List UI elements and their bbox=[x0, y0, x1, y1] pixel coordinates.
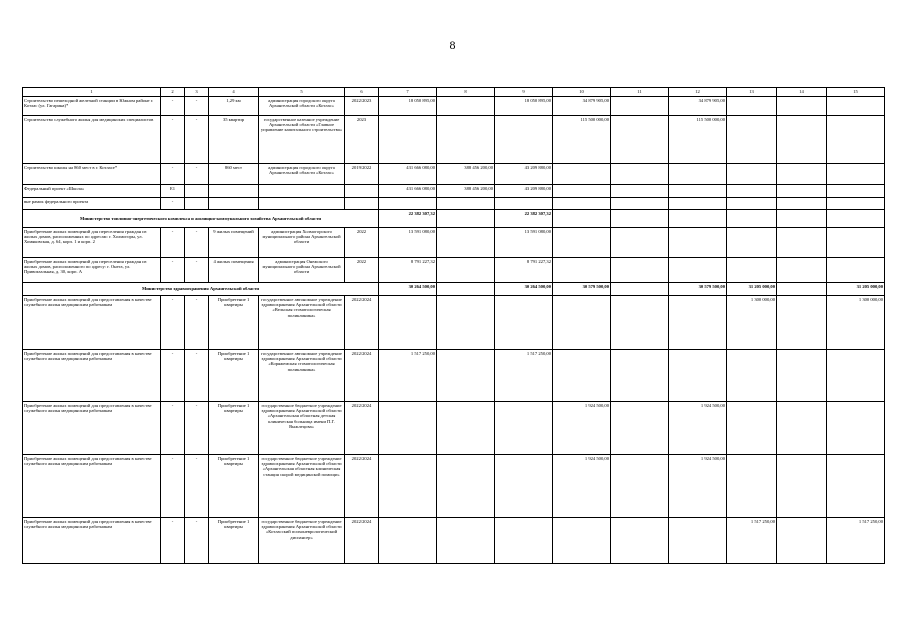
table-row bbox=[23, 518, 885, 564]
amount-cell bbox=[553, 350, 611, 402]
amount-cell bbox=[611, 116, 669, 164]
amount-cell: 1 924 500,00 bbox=[669, 402, 727, 455]
table-row bbox=[23, 228, 885, 258]
amount-cell: 8 791 227,32 bbox=[379, 258, 437, 283]
customer-cell: государственное автономное учреждение здравоохранения Архангельской области «Коряжемская стоматологическая поликлиника» bbox=[259, 350, 345, 402]
column-number: 5 bbox=[259, 88, 345, 97]
code-cell: - bbox=[161, 164, 185, 185]
amount-cell bbox=[437, 228, 495, 258]
amount-cell: 1 300 000,00 bbox=[727, 296, 777, 350]
table-row bbox=[23, 296, 885, 350]
column-number: 7 bbox=[379, 88, 437, 97]
code2-cell bbox=[185, 198, 209, 210]
code-cell: - bbox=[161, 518, 185, 564]
section-amount-cell: 30 579 500,00 bbox=[553, 283, 611, 296]
code2-cell: - bbox=[185, 455, 209, 518]
amount-cell bbox=[827, 258, 885, 283]
amount-cell bbox=[727, 455, 777, 518]
period-cell: 2022 bbox=[345, 228, 379, 258]
code-cell: - bbox=[161, 296, 185, 350]
amount-cell bbox=[777, 258, 827, 283]
amount-cell bbox=[495, 455, 553, 518]
capacity-cell bbox=[209, 185, 259, 198]
code-cell: - bbox=[161, 258, 185, 283]
amount-cell: 1 924 500,00 bbox=[553, 402, 611, 455]
amount-cell bbox=[553, 296, 611, 350]
amount-cell: 13 591 080,00 bbox=[495, 228, 553, 258]
period-cell: 2022/2024 bbox=[345, 296, 379, 350]
amount-cell bbox=[437, 97, 495, 116]
amount-cell bbox=[553, 198, 611, 210]
amount-cell bbox=[777, 164, 827, 185]
column-number: 1 bbox=[23, 88, 161, 97]
table-row bbox=[23, 350, 885, 402]
object-name-cell: Приобретение жилых помещений для предоставления в качестве служебного жилья медицинским работникам bbox=[23, 518, 161, 564]
amount-cell bbox=[827, 350, 885, 402]
customer-cell: администрация Холмогорского муниципального района Архангельской области bbox=[259, 228, 345, 258]
amount-cell bbox=[611, 258, 669, 283]
amount-cell bbox=[777, 402, 827, 455]
period-cell: 2022/2023 bbox=[345, 97, 379, 116]
amount-cell bbox=[553, 518, 611, 564]
column-number-row bbox=[23, 88, 885, 97]
page-number: 8 bbox=[449, 38, 456, 52]
amount-cell bbox=[437, 198, 495, 210]
amount-cell: 13 591 080,00 bbox=[379, 228, 437, 258]
code2-cell: - bbox=[185, 296, 209, 350]
column-number: 10 bbox=[553, 88, 611, 97]
customer-cell bbox=[259, 198, 345, 210]
amount-cell: 388 456 200,00 bbox=[437, 164, 495, 185]
amount-cell bbox=[437, 518, 495, 564]
amount-cell bbox=[727, 228, 777, 258]
capacity-cell: 1,29 км bbox=[209, 97, 259, 116]
code2-cell: - bbox=[185, 258, 209, 283]
amount-cell bbox=[611, 185, 669, 198]
amount-cell bbox=[727, 185, 777, 198]
amount-cell bbox=[379, 402, 437, 455]
amount-cell bbox=[827, 97, 885, 116]
amount-cell bbox=[437, 116, 495, 164]
capacity-cell: 860 мест bbox=[209, 164, 259, 185]
code-cell: - bbox=[161, 228, 185, 258]
table-row bbox=[23, 402, 885, 455]
table-row bbox=[23, 116, 885, 164]
amount-cell bbox=[437, 296, 495, 350]
period-cell: 2023 bbox=[345, 116, 379, 164]
amount-cell bbox=[379, 116, 437, 164]
object-name-cell: Строительство пешеходной железной станции в Южном районе г. Котлас (ул. Гагарина)* bbox=[23, 97, 161, 116]
amount-cell bbox=[379, 296, 437, 350]
section-amount-cell bbox=[437, 283, 495, 296]
amount-cell bbox=[553, 258, 611, 283]
column-number: 4 bbox=[209, 88, 259, 97]
amount-cell: 1 517 250,00 bbox=[379, 350, 437, 402]
capacity-cell bbox=[209, 198, 259, 210]
amount-cell bbox=[827, 164, 885, 185]
column-number: 9 bbox=[495, 88, 553, 97]
capacity-cell: Приобретение 1 квартиры bbox=[209, 402, 259, 455]
column-number: 13 bbox=[727, 88, 777, 97]
amount-cell bbox=[727, 198, 777, 210]
column-number: 3 bbox=[185, 88, 209, 97]
amount-cell bbox=[827, 185, 885, 198]
customer-cell: администрация городского округа Архангельской области «Котлас» bbox=[259, 97, 345, 116]
section-amount-cell: 30 264 500,00 bbox=[495, 283, 553, 296]
amount-cell bbox=[777, 350, 827, 402]
section-row bbox=[23, 283, 885, 296]
code-cell: - bbox=[161, 402, 185, 455]
customer-cell: администрация городского округа Архангельской области «Котлас» bbox=[259, 164, 345, 185]
amount-cell bbox=[611, 198, 669, 210]
amount-cell bbox=[777, 97, 827, 116]
object-name-cell: Строительство школы на 860 мест в г. Котласе* bbox=[23, 164, 161, 185]
amount-cell: 1 300 000,00 bbox=[827, 296, 885, 350]
amount-cell: 18 050 895,00 bbox=[379, 97, 437, 116]
capacity-cell: 35 квартир bbox=[209, 116, 259, 164]
section-amount-cell bbox=[727, 210, 777, 228]
section-amount-cell: 31 205 000,00 bbox=[727, 283, 777, 296]
amount-cell bbox=[727, 350, 777, 402]
amount-cell: 1 517 250,00 bbox=[495, 350, 553, 402]
amount-cell bbox=[669, 228, 727, 258]
code2-cell: - bbox=[185, 402, 209, 455]
amount-cell bbox=[827, 198, 885, 210]
section-amount-cell bbox=[777, 283, 827, 296]
amount-cell: 34 879 905,00 bbox=[553, 97, 611, 116]
amount-cell bbox=[553, 164, 611, 185]
code-cell: - bbox=[161, 350, 185, 402]
amount-cell bbox=[379, 198, 437, 210]
amount-cell bbox=[437, 402, 495, 455]
budget-table bbox=[22, 87, 885, 564]
capacity-cell: 9 жилых помещений bbox=[209, 228, 259, 258]
amount-cell bbox=[553, 228, 611, 258]
amount-cell bbox=[777, 518, 827, 564]
table-row bbox=[23, 185, 885, 198]
section-amount-cell bbox=[437, 210, 495, 228]
amount-cell bbox=[379, 518, 437, 564]
amount-cell bbox=[727, 402, 777, 455]
amount-cell bbox=[611, 455, 669, 518]
column-number: 6 bbox=[345, 88, 379, 97]
amount-cell bbox=[777, 228, 827, 258]
amount-cell bbox=[495, 402, 553, 455]
amount-cell bbox=[727, 258, 777, 283]
capacity-cell: Приобретение 1 квартиры bbox=[209, 455, 259, 518]
period-cell bbox=[345, 185, 379, 198]
code-cell: - bbox=[161, 116, 185, 164]
code2-cell: - bbox=[185, 116, 209, 164]
section-amount-cell bbox=[827, 210, 885, 228]
amount-cell bbox=[669, 296, 727, 350]
period-cell: 2019/2022 bbox=[345, 164, 379, 185]
amount-cell: 1 517 250,00 bbox=[727, 518, 777, 564]
amount-cell bbox=[495, 116, 553, 164]
table-row bbox=[23, 455, 885, 518]
amount-cell bbox=[777, 116, 827, 164]
amount-cell bbox=[611, 228, 669, 258]
object-name-cell: Приобретение жилых помещений для переселения граждан из жилых домов, расположенного по адресу: г. Онега, ул. Привокзальная, д. 30, корп. А bbox=[23, 258, 161, 283]
section-title: Министерство топливно-энергетического комплекса и жилищно-коммунального хозяйства Архангельской области bbox=[23, 210, 379, 228]
amount-cell bbox=[669, 518, 727, 564]
amount-cell bbox=[777, 198, 827, 210]
amount-cell bbox=[437, 258, 495, 283]
amount-cell bbox=[669, 185, 727, 198]
period-cell bbox=[345, 198, 379, 210]
section-amount-cell: 22 382 307,32 bbox=[495, 210, 553, 228]
section-amount-cell bbox=[553, 210, 611, 228]
customer-cell: государственное автономное учреждение здравоохранения Архангельской области «Вельская стоматологическая поликлиника» bbox=[259, 296, 345, 350]
object-name-cell: Приобретение жилых помещений для переселения граждан из жилых домов, расположенных по адресам: г. Холмогоры, ул. Хомяковская, д. 64, корп. 1 и корп. 2 bbox=[23, 228, 161, 258]
section-title: Министерство здравоохранения Архангельской области bbox=[23, 283, 379, 296]
amount-cell bbox=[611, 402, 669, 455]
code2-cell: - bbox=[185, 164, 209, 185]
amount-cell bbox=[827, 402, 885, 455]
amount-cell bbox=[777, 185, 827, 198]
column-number: 2 bbox=[161, 88, 185, 97]
column-number: 11 bbox=[611, 88, 669, 97]
amount-cell bbox=[727, 116, 777, 164]
code2-cell bbox=[185, 185, 209, 198]
capacity-cell: 4 жилых помещения bbox=[209, 258, 259, 283]
customer-cell: государственное бюджетное учреждение здравоохранения Архангельской области «Архангельская областная клиническая станция скорой медицинской помощи» bbox=[259, 455, 345, 518]
amount-cell: 431 666 080,00 bbox=[379, 185, 437, 198]
period-cell: 2022/2024 bbox=[345, 455, 379, 518]
amount-cell bbox=[611, 164, 669, 185]
amount-cell bbox=[611, 97, 669, 116]
amount-cell: 1 924 500,00 bbox=[553, 455, 611, 518]
amount-cell bbox=[611, 350, 669, 402]
column-number: 8 bbox=[437, 88, 495, 97]
amount-cell bbox=[611, 296, 669, 350]
column-number: 14 bbox=[777, 88, 827, 97]
table-row bbox=[23, 258, 885, 283]
object-name-cell: Приобретение жилых помещений для предоставления в качестве служебного жилья медицинским работникам bbox=[23, 455, 161, 518]
amount-cell bbox=[669, 164, 727, 185]
section-amount-cell: 30 264 500,00 bbox=[379, 283, 437, 296]
section-amount-cell bbox=[611, 210, 669, 228]
section-row bbox=[23, 210, 885, 228]
amount-cell bbox=[495, 296, 553, 350]
amount-cell bbox=[495, 518, 553, 564]
amount-cell: 43 209 880,00 bbox=[495, 164, 553, 185]
object-name-cell: Приобретение жилых помещений для предоставления в качестве служебного жилья медицинским работникам bbox=[23, 296, 161, 350]
amount-cell: 115 500 000,00 bbox=[553, 116, 611, 164]
amount-cell bbox=[827, 455, 885, 518]
capacity-cell: Приобретение 1 квартиры bbox=[209, 350, 259, 402]
object-name-cell: вне рамок федерального проекта bbox=[23, 198, 161, 210]
amount-cell bbox=[727, 164, 777, 185]
amount-cell bbox=[553, 185, 611, 198]
amount-cell bbox=[379, 455, 437, 518]
section-amount-cell bbox=[669, 210, 727, 228]
amount-cell bbox=[827, 116, 885, 164]
code-cell: Е1 bbox=[161, 185, 185, 198]
customer-cell: государственное бюджетное учреждение здравоохранения Архангельской области «Котласский психоневрологический диспансер» bbox=[259, 518, 345, 564]
table-row bbox=[23, 97, 885, 116]
code2-cell: - bbox=[185, 518, 209, 564]
amount-cell: 34 879 905,00 bbox=[669, 97, 727, 116]
customer-cell: государственное казенное учреждение Архангельской области «Главное управление капитального строительства» bbox=[259, 116, 345, 164]
period-cell: 2022/2024 bbox=[345, 518, 379, 564]
period-cell: 2022/2024 bbox=[345, 402, 379, 455]
amount-cell bbox=[669, 198, 727, 210]
code2-cell: - bbox=[185, 97, 209, 116]
object-name-cell: Строительство служебного жилья для медицинских специалистов bbox=[23, 116, 161, 164]
code-cell: - bbox=[161, 455, 185, 518]
column-number: 12 bbox=[669, 88, 727, 97]
code-cell: - bbox=[161, 198, 185, 210]
capacity-cell: Приобретение 1 квартиры bbox=[209, 518, 259, 564]
amount-cell bbox=[727, 97, 777, 116]
amount-cell: 43 209 880,00 bbox=[495, 185, 553, 198]
amount-cell: 1 517 250,00 bbox=[827, 518, 885, 564]
amount-cell bbox=[495, 198, 553, 210]
object-name-cell: Приобретение жилых помещений для предоставления в качестве служебного жилья медицинским работникам bbox=[23, 402, 161, 455]
column-number: 15 bbox=[827, 88, 885, 97]
section-amount-cell: 22 382 307,32 bbox=[379, 210, 437, 228]
amount-cell: 8 791 227,32 bbox=[495, 258, 553, 283]
table-row bbox=[23, 198, 885, 210]
period-cell: 2022/2024 bbox=[345, 350, 379, 402]
code-cell: - bbox=[161, 97, 185, 116]
table-row bbox=[23, 164, 885, 185]
amount-cell: 18 050 895,00 bbox=[495, 97, 553, 116]
code2-cell: - bbox=[185, 350, 209, 402]
capacity-cell: Приобретение 1 квартиры bbox=[209, 296, 259, 350]
section-amount-cell bbox=[611, 283, 669, 296]
amount-cell bbox=[611, 518, 669, 564]
section-amount-cell: 31 205 000,00 bbox=[827, 283, 885, 296]
amount-cell bbox=[669, 258, 727, 283]
amount-cell: 1 924 500,00 bbox=[669, 455, 727, 518]
amount-cell bbox=[437, 455, 495, 518]
amount-cell: 388 456 200,00 bbox=[437, 185, 495, 198]
customer-cell: администрация Онежского муниципального района Архангельской области bbox=[259, 258, 345, 283]
amount-cell bbox=[777, 296, 827, 350]
customer-cell: государственное бюджетное учреждение здравоохранения Архангельской области «Архангельская областная детская клиническая больница имени П.Г. Выжлецова» bbox=[259, 402, 345, 455]
amount-cell: 115 500 000,00 bbox=[669, 116, 727, 164]
amount-cell bbox=[827, 228, 885, 258]
section-amount-cell bbox=[777, 210, 827, 228]
section-amount-cell: 30 579 500,00 bbox=[669, 283, 727, 296]
period-cell: 2022 bbox=[345, 258, 379, 283]
amount-cell bbox=[669, 350, 727, 402]
amount-cell bbox=[777, 455, 827, 518]
amount-cell: 431 666 080,00 bbox=[379, 164, 437, 185]
object-name-cell: Приобретение жилых помещений для предоставления в качестве служебного жилья медицинским работникам bbox=[23, 350, 161, 402]
object-name-cell: Федеральный проект «Школа» bbox=[23, 185, 161, 198]
customer-cell bbox=[259, 185, 345, 198]
amount-cell bbox=[437, 350, 495, 402]
code2-cell: - bbox=[185, 228, 209, 258]
